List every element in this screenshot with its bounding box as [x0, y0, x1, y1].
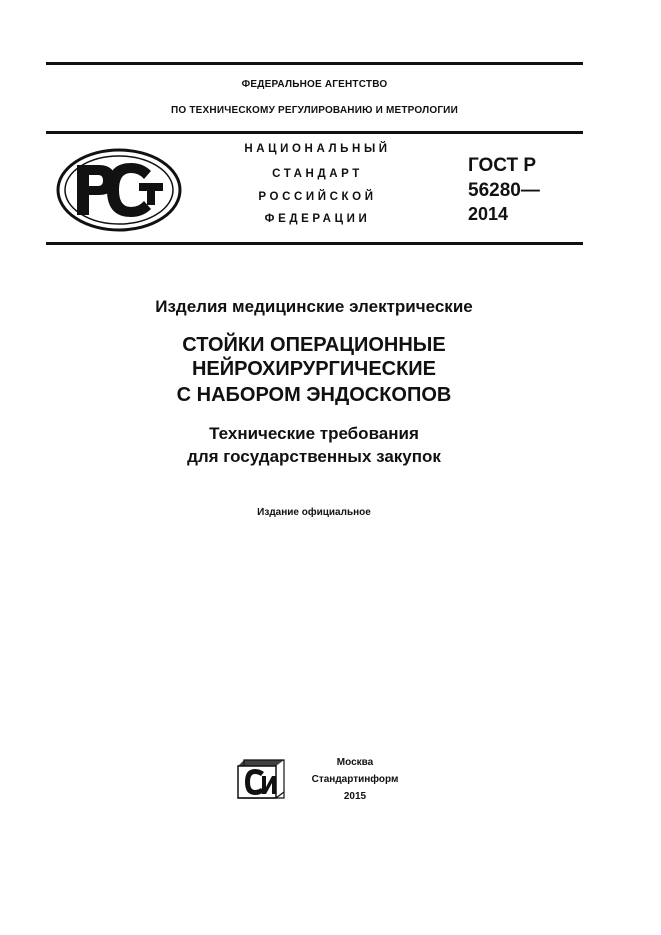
subtitle-line-1: Технические требования: [209, 424, 419, 443]
publisher-year: 2015: [343, 791, 367, 802]
standard-type-line-3: РОССИЙСКОЙ: [258, 191, 377, 203]
standard-type-line-4: ФЕДЕРАЦИИ: [264, 213, 371, 225]
standard-type-line-1: НАЦИОНАЛЬНЫЙ: [244, 143, 391, 155]
main-title-line-2: НЕЙРОХИРУРГИЧЕСКИЕ: [191, 358, 437, 380]
agency-bottom-rule: [46, 131, 583, 134]
standard-type-line-2: СТАНДАРТ: [272, 168, 363, 180]
main-title-line-3: С НАБОРОМ ЭНДОСКОПОВ: [176, 384, 452, 406]
gost-designation-line-2: 56280—: [468, 180, 540, 201]
agency-line-1: ФЕДЕРАЛЬНОЕ АГЕНТСТВО: [241, 79, 388, 90]
standartinform-logo: [234, 756, 288, 802]
header-bottom-rule: [46, 242, 583, 245]
top-rule: [46, 62, 583, 65]
subtitle-line-2: для государственных закупок: [187, 447, 441, 466]
general-title: Изделия медицинские электрические: [155, 297, 473, 316]
gost-designation-line-1: ГОСТ Р: [468, 155, 537, 176]
publisher-city: Москва: [336, 757, 374, 768]
edition-label: Издание официальное: [257, 507, 371, 518]
publisher-name: Стандартинформ: [311, 774, 399, 785]
main-title-line-1: СТОЙКИ ОПЕРАЦИОННЫЕ: [182, 334, 446, 356]
gost-designation-line-3: 2014: [468, 204, 509, 224]
agency-line-2: ПО ТЕХНИЧЕСКОМУ РЕГУЛИРОВАНИЮ И МЕТРОЛОГИИ: [171, 105, 458, 116]
rst-logo: [55, 147, 183, 233]
